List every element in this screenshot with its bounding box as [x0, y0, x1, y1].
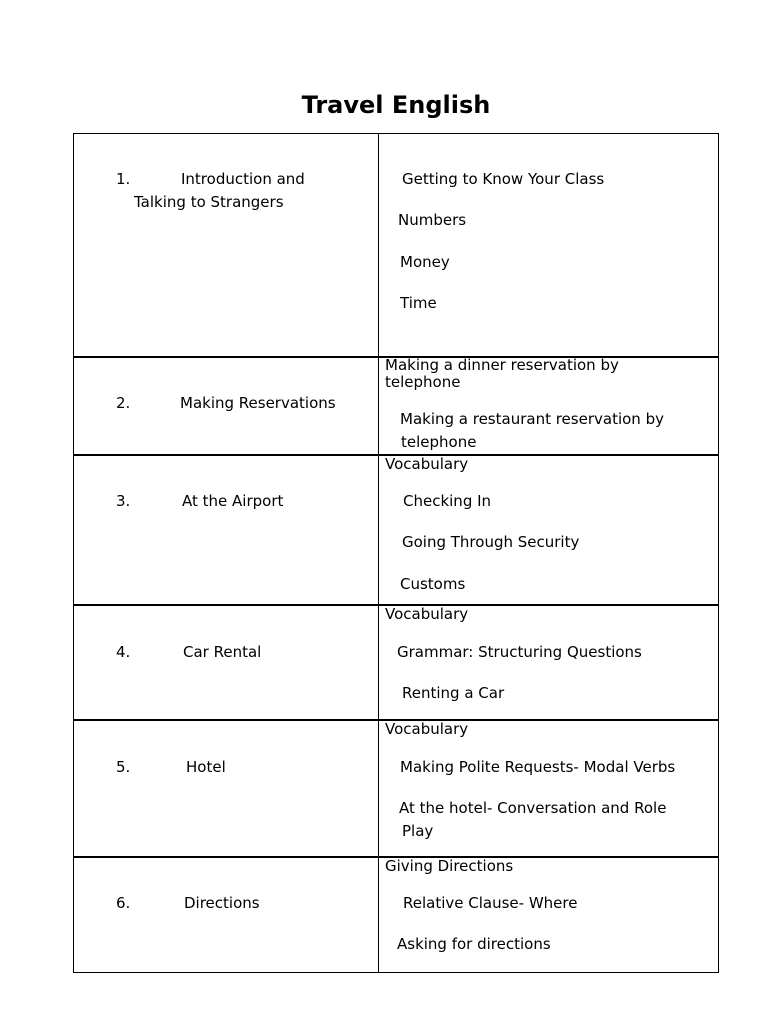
lesson-item: Grammar: Structuring Questions — [397, 643, 642, 661]
lesson-item: Making a dinner reservation by — [385, 356, 619, 374]
row-number: 5. — [116, 758, 131, 776]
lesson-item: Asking for directions — [397, 935, 551, 953]
lesson-item: telephone — [385, 373, 461, 391]
row-topic: Introduction and — [181, 170, 305, 188]
row-number: 4. — [116, 643, 131, 661]
lesson-item: Going Through Security — [402, 533, 580, 551]
lesson-item: Vocabulary — [385, 605, 469, 623]
row-topic: At the Airport — [182, 492, 284, 510]
lesson-item: telephone — [401, 433, 477, 451]
lesson-item: Relative Clause- Where — [403, 894, 578, 912]
lesson-item: Renting a Car — [402, 684, 505, 702]
lesson-item: Making a restaurant reservation by — [400, 410, 664, 428]
row-number: 1. — [116, 170, 131, 188]
lesson-item: Time — [400, 294, 437, 312]
lesson-item: Vocabulary — [385, 455, 469, 473]
row-topic: Making Reservations — [180, 394, 336, 412]
lesson-item: Money — [400, 253, 450, 271]
row-topic: Talking to Strangers — [134, 193, 284, 211]
lesson-item: Play — [402, 822, 434, 840]
row-number: 2. — [116, 394, 131, 412]
lesson-item: Numbers — [398, 211, 467, 229]
lesson-item: Vocabulary — [385, 720, 469, 738]
page-title: Travel English — [301, 91, 491, 119]
row-topic: Hotel — [186, 758, 226, 776]
lesson-item: Checking In — [403, 492, 492, 510]
row-topic: Directions — [184, 894, 260, 912]
column-divider — [378, 133, 379, 973]
row-topic: Car Rental — [183, 643, 262, 661]
lesson-item: Making Polite Requests- Modal Verbs — [400, 758, 676, 776]
course-table — [73, 133, 719, 973]
lesson-item: Customs — [400, 575, 466, 593]
row-number: 6. — [116, 894, 131, 912]
row-number: 3. — [116, 492, 131, 510]
lesson-item: Giving Directions — [385, 857, 514, 875]
lesson-item: Getting to Know Your Class — [402, 170, 605, 188]
lesson-item: At the hotel- Conversation and Role — [399, 799, 667, 817]
